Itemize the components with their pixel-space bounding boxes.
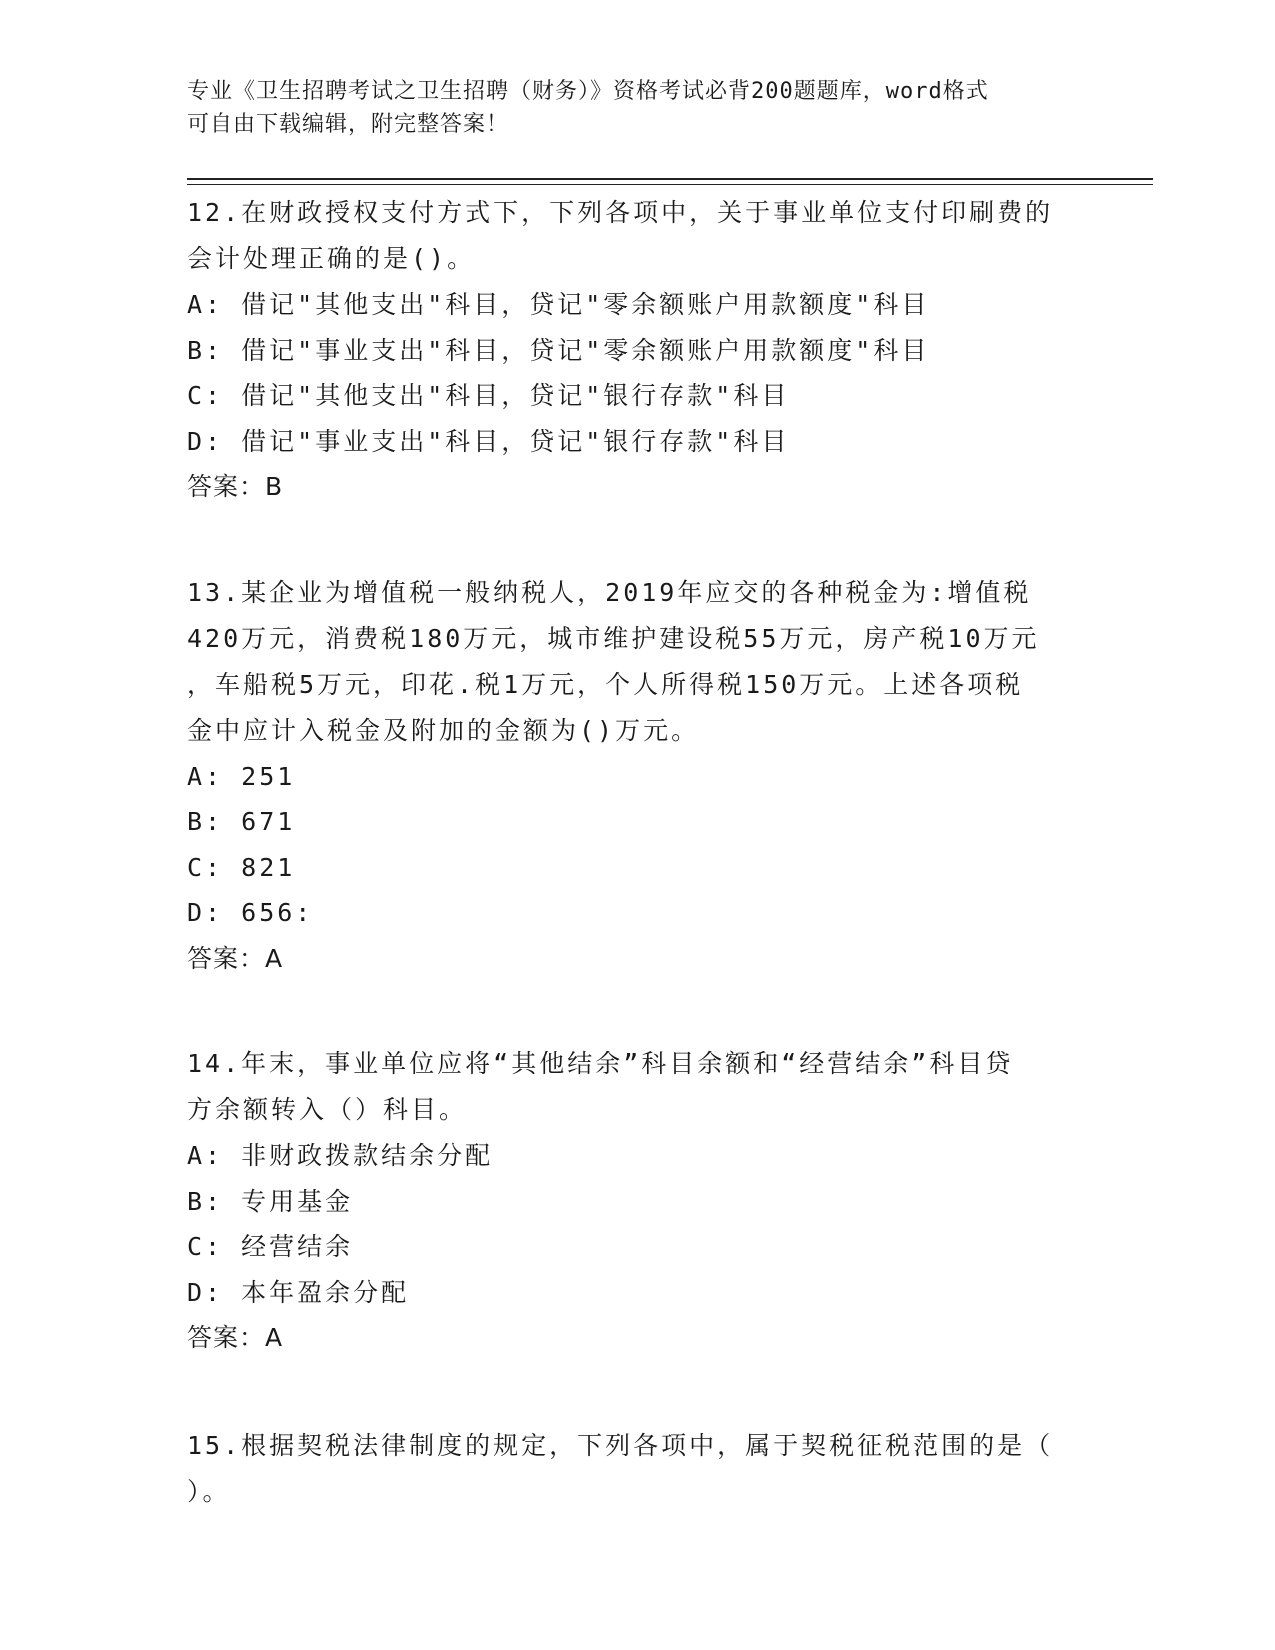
- question-15: [187, 1423, 1087, 1515]
- question-text-line: 14.年末，事业单位应将“其他结余”科目余额和“经营结余”科目贷: [187, 1049, 1014, 1078]
- question-text-line: 方余额转入（）科目。: [187, 1095, 468, 1124]
- header-line-2: 可自由下载编辑，附完整答案！: [187, 112, 510, 137]
- option-d: D: 656:: [187, 898, 314, 927]
- question-list: [187, 190, 1087, 1515]
- header-line-1: 专业《卫生招聘考试之卫生招聘（财务）》资格考试必背200题题库，word格式: [187, 79, 989, 104]
- document-header: [187, 75, 1087, 141]
- answer-line: 答案：A: [187, 943, 284, 973]
- option-b: B: 借记"事业支出"科目，贷记"零余额账户用款额度"科目: [187, 335, 930, 365]
- option-c: C: 821: [187, 852, 296, 882]
- question-14: [187, 1041, 1087, 1361]
- option-c: C: 经营结余: [187, 1232, 354, 1261]
- question-12: [187, 190, 1087, 510]
- option-a: A: 251: [187, 761, 296, 791]
- option-b: B: 专用基金: [187, 1186, 354, 1216]
- question-text-line: 420万元，消费税180万元，城市维护建设税55万元，房产税10万元: [187, 623, 1040, 653]
- option-d: D: 借记"事业支出"科目，贷记"银行存款"科目: [187, 426, 790, 456]
- option-a: A: 借记"其他支出"科目，贷记"零余额账户用款额度"科目: [187, 290, 930, 319]
- option-a: A: 非财政拨款结余分配: [187, 1141, 494, 1170]
- header-divider-thin: [187, 184, 1153, 185]
- answer-line: 答案：A: [187, 1323, 284, 1352]
- spacer: [187, 981, 1087, 1041]
- option-b: B: 671: [187, 807, 296, 836]
- option-d: D: 本年盈余分配: [187, 1277, 410, 1307]
- header-divider-thick: [187, 178, 1153, 180]
- answer-line: 答案：B: [187, 472, 284, 501]
- question-text-line: 12.在财政授权支付方式下，下列各项中，关于事业单位支付印刷费的: [187, 198, 1054, 227]
- question-text-line: 金中应计入税金及附加的金额为()万元。: [187, 715, 700, 745]
- spacer: [187, 510, 1087, 570]
- question-text-line: ，车船税5万元，印花.税1万元，个人所得税150万元。上述各项税: [187, 669, 1024, 699]
- question-text-line: 13.某企业为增值税一般纳税人，2019年应交的各种税金为:增值税: [187, 577, 1032, 607]
- question-text-line: 15.根据契税法律制度的规定，下列各项中，属于契税征税范围的是（: [187, 1430, 1054, 1460]
- question-text-line: ）。: [187, 1476, 231, 1506]
- option-c: C: 借记"其他支出"科目，贷记"银行存款"科目: [187, 381, 790, 410]
- spacer: [187, 1361, 1087, 1423]
- question-13: [187, 570, 1087, 982]
- question-text-line: 会计处理正确的是()。: [187, 244, 476, 273]
